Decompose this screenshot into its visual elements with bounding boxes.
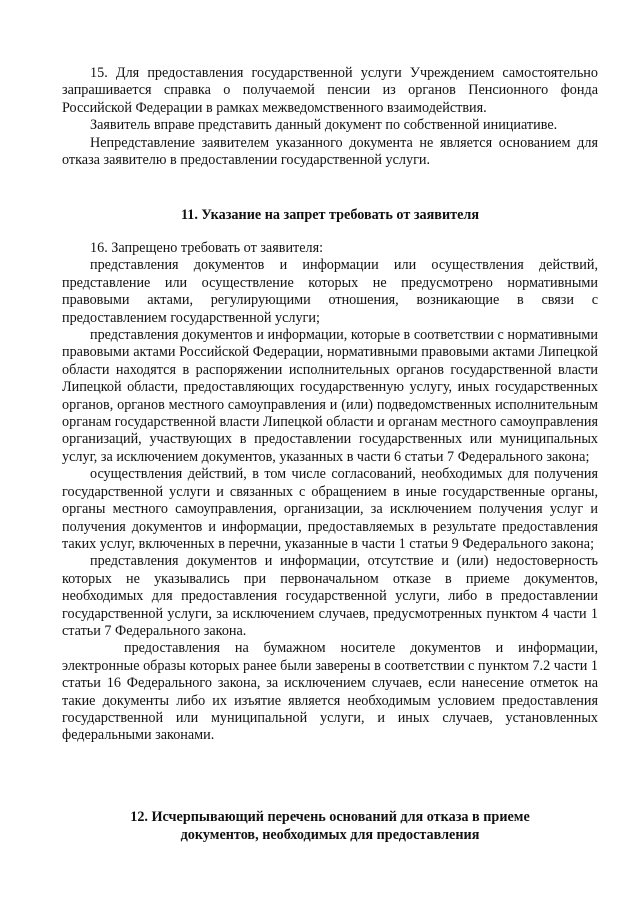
- paragraph-non-submission: Непредставление заявителем указанного документа не является основанием для отказа заявителю в предоставлении государственной услуги.: [62, 134, 598, 169]
- section-heading-12-line-1: 12. Исчерпывающий перечень оснований для отказа в приеме: [130, 809, 530, 825]
- list-item-1: представления документов и информации или осуществления действий, представление или осуществление которых не предусмотрено нормативными правовыми актами, регулирующими отношения, возникающие в связи с предоставлением государственной услуги;: [62, 257, 598, 326]
- list-item-2: представления документов и информации, которые в соответствии с нормативными правовыми актами Российской Федерации, нормативными правовыми актами Липецкой области находятся в распоряжении исполнительных органов государственной власти Липецкой области, предоставляющих государственную услугу, иных государственных органов, органов местного самоуправления и (или) подведомственных исполнительным органам государственной власти Липецкой области и органам местного самоуправления организаций, участвующих в предоставлении государственных или муниципальных услуг, за исключением документов, указанных в части 6 статьи 7 Федерального закона;: [62, 327, 598, 465]
- section-intro-text: [62, 65, 598, 169]
- list-item-3: осуществления действий, в том числе согласований, необходимых для получения государственной услуги и связанных с обращением в иные государственные органы, органы местного самоуправления, организации, за исключением получения услуг и получения документов и информации, предоставляемых в результате предоставления таких услуг, включенных в перечни, указанные в части 1 статьи 9 Федерального закона;: [62, 466, 598, 552]
- paragraph-15: 15. Для предоставления государственной услуги Учреждением самостоятельно запрашивается справка о получаемой пенсии из органов Пенсионного фонда Российской Федерации в рамках межведомственного взаимодействия.: [62, 65, 598, 116]
- section-heading-12-line-2: документов, необходимых для предоставления: [180, 826, 480, 843]
- section-11-text: [62, 240, 598, 745]
- section-heading-12: [62, 809, 598, 844]
- section-heading-11: 11. Указание на запрет требовать от заявителя: [180, 207, 480, 223]
- list-item-4: представления документов и информации, отсутствие и (или) недостоверность которых не указывались при первоначальном отказе в приеме документов, необходимых для предоставления государственной услуги, либо в предоставлении государственной услуги, за исключением случаев, предусмотренных пунктом 4 части 1 статьи 7 Федерального закона.: [62, 553, 598, 639]
- list-item-5: предоставления на бумажном носителе документов и информации, электронные образы которых ранее были заверены в соответствии с пунктом 7.2 части 1 статьи 16 Федерального закона, за исключением случаев, если нанесение отметок на такие документы либо их изъятие является необходимым условием предоставления государственной или муниципальной услуги, и иных случаев, установленных федеральными законами.: [62, 640, 598, 744]
- paragraph-16: 16. Запрещено требовать от заявителя:: [90, 240, 324, 256]
- paragraph-applicant-right: Заявитель вправе представить данный документ по собственной инициативе.: [90, 117, 558, 134]
